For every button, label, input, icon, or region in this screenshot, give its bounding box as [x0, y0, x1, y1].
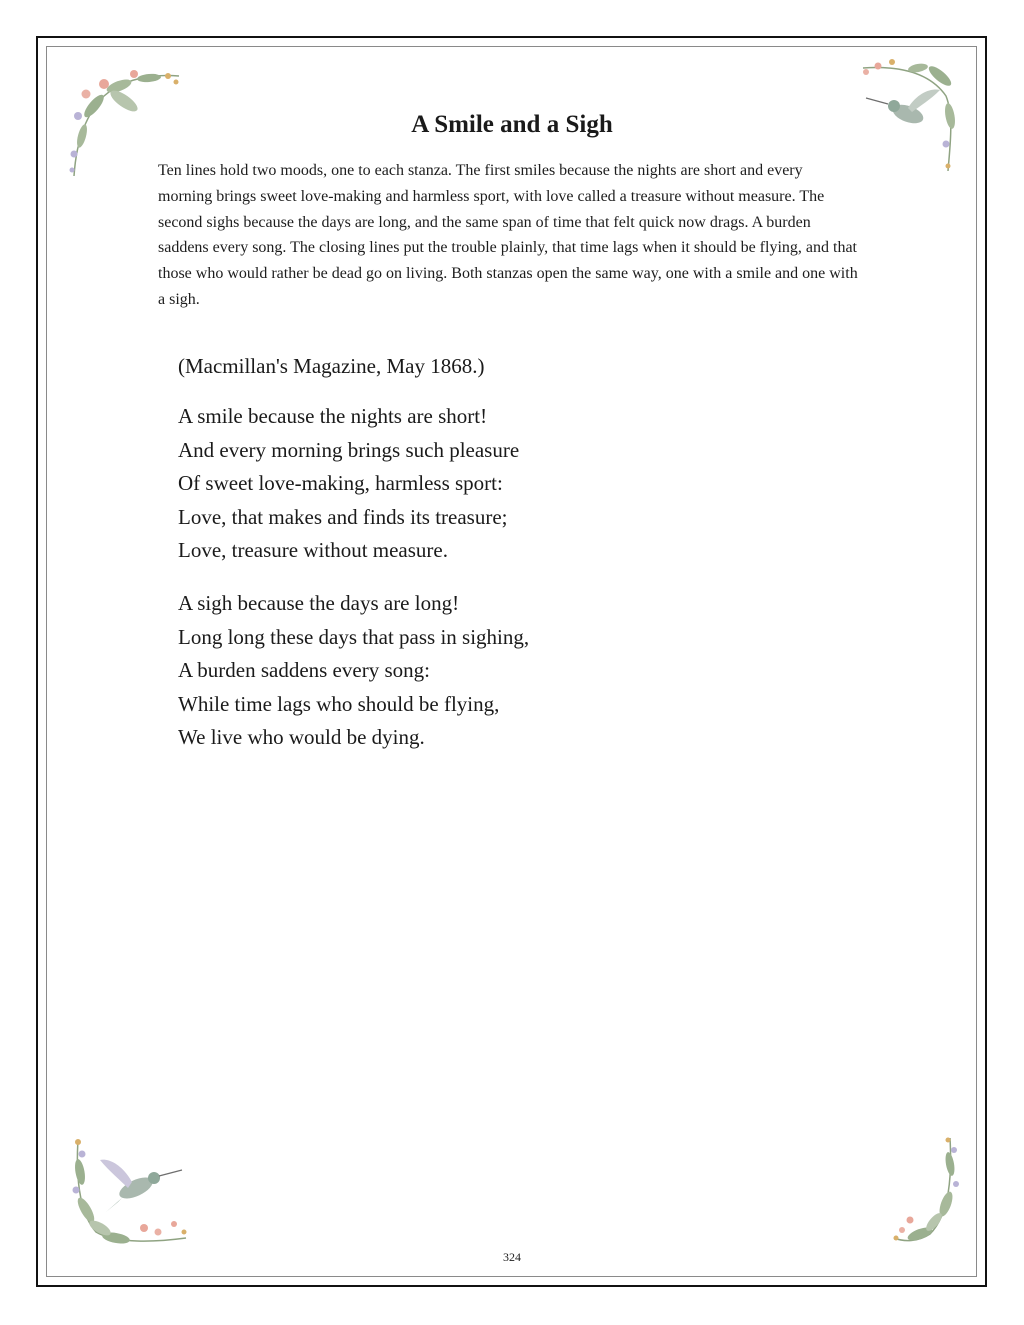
page-number: 324 [503, 1250, 521, 1264]
page-title: A Smile and a Sigh [411, 111, 613, 138]
poem-line: And every morning brings such pleasure [178, 437, 520, 462]
poem-line: Of sweet love-making, harmless sport: [178, 471, 503, 495]
poem-line: Love, that makes and finds its treasure; [178, 504, 508, 529]
poem-summary: Ten lines hold two moods, one to each stanza. The first smiles because the nights are short and every morning brings sweet love-making and harmless sport, with love called a treasure without measure. The second sighs because the days are long, and the same span of time that felt quick now drags. A burden saddens every song. The closing lines put the trouble plainly, that time lags when it should be flying, and that those who would rather be dead go on living. Both stanzas open the same way, one with a smile and one with a sigh. [158, 162, 858, 308]
floral-corner-icon [890, 1134, 962, 1246]
poem-line: A smile because the nights are short! [178, 404, 488, 428]
poem-line: While time lags who should be flying, [178, 691, 500, 716]
poem-line: We live who would be dying. [178, 725, 425, 749]
poem-line: Long long these days that pass in sighing, [178, 624, 530, 649]
poem-line: Love, treasure without measure. [178, 538, 448, 562]
stanza-1 [178, 400, 519, 568]
publication-source: (Macmillan's Magazine, May 1868.) [178, 354, 485, 378]
poem-line: A burden saddens every song: [178, 658, 430, 682]
hummingbird-floral-icon [66, 1132, 190, 1248]
stanza-2 [178, 587, 529, 755]
poem-line: A sigh because the days are long! [178, 591, 460, 615]
